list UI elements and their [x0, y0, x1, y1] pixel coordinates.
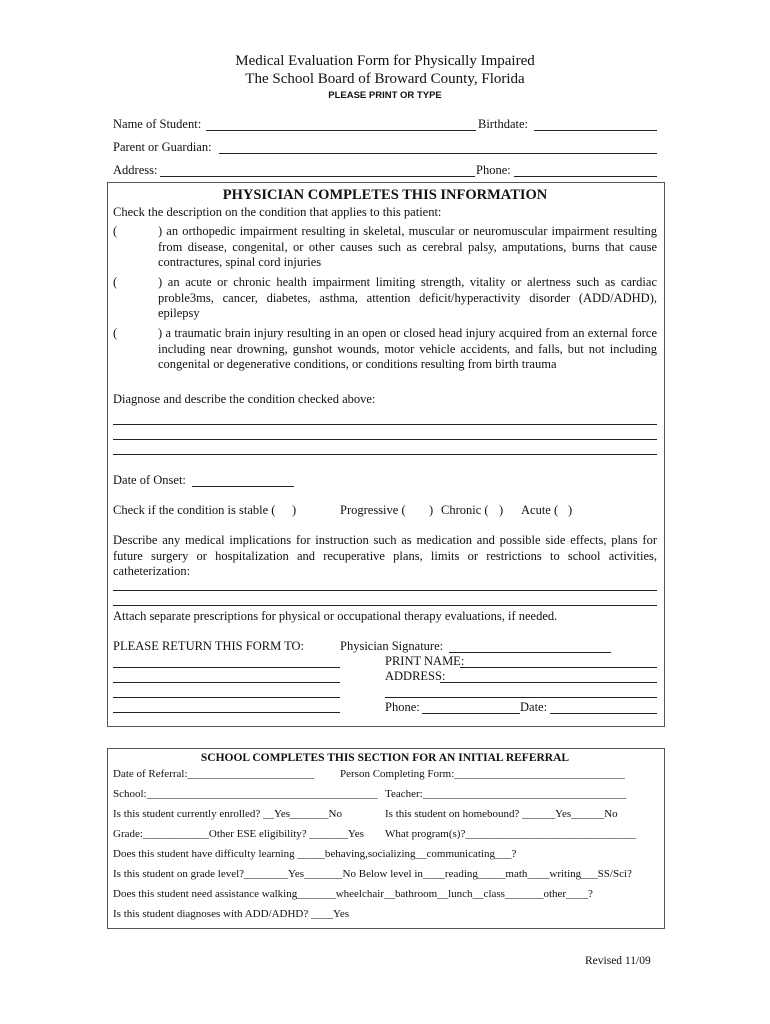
- chronic-label[interactable]: Chronic (: [441, 503, 489, 517]
- print-name-label: PRINT NAME:: [385, 654, 465, 668]
- attach-text: Attach separate prescriptions for physical or occupational therapy evaluations, if needed.: [113, 609, 558, 623]
- student-name-field[interactable]: [206, 130, 476, 131]
- guardian-label: Parent or Guardian:: [113, 140, 212, 154]
- student-name-label: Name of Student:: [113, 117, 202, 131]
- condition-instruction: Check the description on the condition that applies to this patient:: [113, 205, 442, 219]
- implications-line[interactable]: [113, 605, 657, 606]
- signature-label: Physician Signature:: [340, 639, 444, 653]
- address-label: Address:: [113, 163, 158, 177]
- print-name-field[interactable]: [460, 667, 657, 668]
- acute-close: ): [568, 503, 573, 517]
- return-label: PLEASE RETURN THIS FORM TO:: [113, 639, 305, 653]
- school-board-title: The School Board of Broward County, Florida: [245, 71, 525, 87]
- phone-field[interactable]: [514, 176, 657, 177]
- form-title: Medical Evaluation Form for Physically Impaired: [235, 53, 535, 69]
- brain-injury-checkbox[interactable]: (: [113, 326, 118, 340]
- date-of-referral[interactable]: Date of Referral:_______________________: [113, 768, 315, 780]
- acute-label[interactable]: Acute (: [521, 503, 559, 517]
- brain-injury-option-text: ) a traumatic brain injury resulting in an open or closed head injury acquired from an external force including near drowning, gunshot wounds, motor vehicle accidents, and falls, but not including congenital or degenerative conditions, or conditions resulting from birth trauma: [158, 326, 657, 371]
- diagnosis-line[interactable]: [113, 424, 657, 425]
- birthdate-label: Birthdate:: [478, 117, 528, 131]
- address-field[interactable]: [160, 176, 475, 177]
- physician-heading: PHYSICIAN COMPLETES THIS INFORMATION: [222, 187, 548, 203]
- chronic-close: ): [499, 503, 504, 517]
- progressive-close: ): [429, 503, 434, 517]
- onset-label: Date of Onset:: [113, 473, 186, 487]
- program-field[interactable]: What program(s)?_______________________________: [385, 828, 636, 840]
- physician-address-line2[interactable]: [385, 697, 657, 698]
- diagnosis-line[interactable]: [113, 454, 657, 455]
- progressive-label[interactable]: Progressive (: [340, 503, 406, 517]
- diagnose-label: Diagnose and describe the condition checked above:: [113, 392, 376, 406]
- orthopedic-checkbox[interactable]: (: [113, 224, 118, 238]
- implications-text: Describe any medical implications for instruction such as medication and possible side effects, plans for future surgery or hospitalization and recuperative plans, limits or restrictions to school activities, catheterization:: [113, 533, 657, 578]
- onset-field[interactable]: [192, 486, 294, 487]
- school-name[interactable]: School:__________________________________________: [113, 788, 378, 800]
- physician-phone-label: Phone:: [385, 700, 420, 714]
- grade-level-question[interactable]: Is this student on grade level?________Yes_______No Below level in____reading_____math____writing___SS/Sci?: [113, 868, 632, 880]
- diagnosis-line[interactable]: [113, 439, 657, 440]
- difficulty-question[interactable]: Does this student have difficulty learning _____behaving,socializing__communicating___?: [113, 848, 517, 860]
- implications-line[interactable]: [113, 590, 657, 591]
- return-address-line[interactable]: [113, 712, 340, 713]
- school-heading: SCHOOL COMPLETES THIS SECTION FOR AN INITIAL REFERRAL: [200, 752, 570, 764]
- revision-date: Revised 11/09: [585, 955, 651, 967]
- physician-date-label: Date:: [520, 700, 548, 714]
- phone-label: Phone:: [476, 163, 511, 177]
- assistance-question[interactable]: Does this student need assistance walking_______wheelchair__bathroom__lunch__class_______other____?: [113, 888, 593, 900]
- return-address-line[interactable]: [113, 697, 340, 698]
- physician-address-field[interactable]: [440, 682, 657, 683]
- health-impairment-checkbox[interactable]: (: [113, 275, 118, 289]
- return-address-line[interactable]: [113, 682, 340, 683]
- print-instruction: PLEASE PRINT OR TYPE: [328, 90, 442, 101]
- signature-field[interactable]: [449, 652, 611, 653]
- adhd-question[interactable]: Is this student diagnoses with ADD/ADHD? ____Yes: [113, 908, 349, 920]
- teacher-name[interactable]: Teacher:_____________________________________: [385, 788, 627, 800]
- physician-address-label: ADDRESS:: [385, 669, 446, 683]
- return-address-line[interactable]: [113, 667, 340, 668]
- health-impairment-option-text: ) an acute or chronic health impairment limiting strength, vitality or alertness such as cardiac proble3ms, cancer, diabetes, asthma, attention deficit/hyperactivity disorder (ADD/ADHD), epilepsy: [158, 275, 657, 320]
- birthdate-field[interactable]: [534, 130, 657, 131]
- stable-close: ): [292, 503, 297, 517]
- enrolled-question[interactable]: Is this student currently enrolled? __Yes_______No: [113, 808, 342, 820]
- grade-eligibility[interactable]: Grade:____________Other ESE eligibility? _______Yes: [113, 828, 364, 840]
- homebound-question[interactable]: Is this student on homebound? ______Yes______No: [385, 808, 618, 820]
- orthopedic-option-text: ) an orthopedic impairment resulting in skeletal, muscular or neuromuscular impairment resulting from disease, congenital, or other causes such as cerebral palsy, amputations, burns that cause contractures, spinal cord injuries: [158, 224, 657, 269]
- physician-phone-field[interactable]: [422, 713, 520, 714]
- stable-label[interactable]: Check if the condition is stable (: [113, 503, 276, 517]
- guardian-field[interactable]: [219, 153, 657, 154]
- physician-date-field[interactable]: [550, 713, 657, 714]
- person-completing[interactable]: Person Completing Form:_______________________________: [340, 768, 625, 780]
